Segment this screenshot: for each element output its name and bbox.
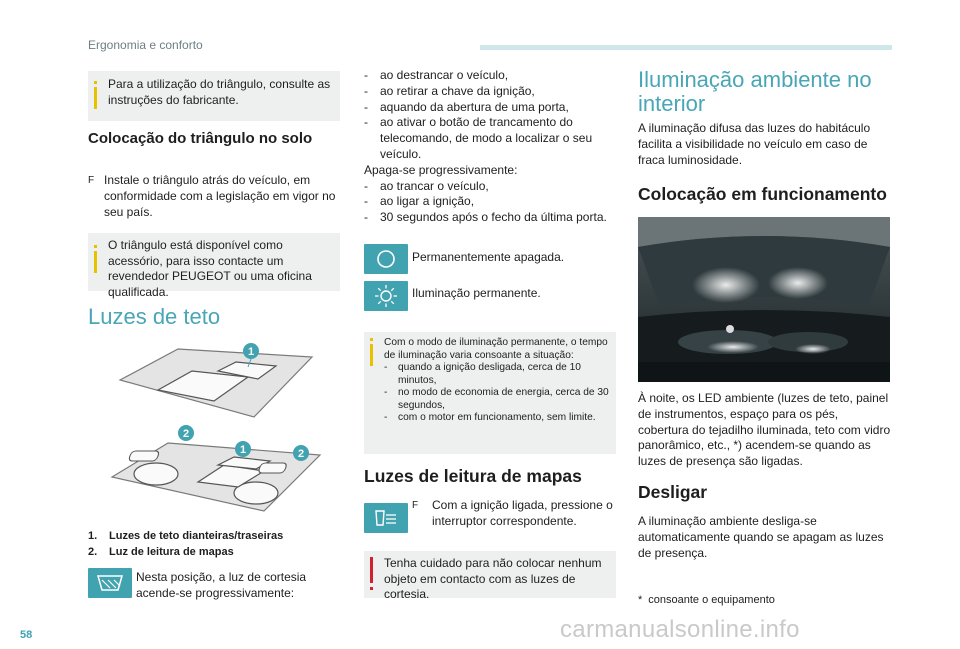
light-on-conditions (364, 68, 616, 226)
list-item: - ao trancar o veículo, (364, 178, 489, 193)
legend-text: Luz de leitura de mapas (109, 546, 234, 558)
map-light-left (134, 463, 178, 485)
watermark: carmanualsonline.info (560, 616, 800, 643)
warning-note (364, 551, 616, 601)
callout-2-right-label: 2 (297, 448, 305, 460)
bullet-marker: F (88, 175, 95, 186)
callout-2-left-label: 2 (182, 428, 190, 440)
ambient-intro: A iluminação difusa das luzes do habitáculo facilita a visibilidade no veículo em caso de fraca luminosidade. (638, 121, 871, 167)
warning-text: Tenha cuidado para não colocar nenhum objeto em contacto com as luzes de cortesia. (384, 556, 602, 601)
info-note-accessory (88, 233, 340, 299)
heading-switch-on: Colocação em funcionamento (638, 184, 887, 204)
warning-icon (370, 557, 373, 583)
info-icon (94, 87, 97, 109)
small-lamp-left (128, 451, 160, 461)
list-item: - ao destrancar o veículo, (364, 68, 509, 82)
off-intro: Apaga-se progressivamente: (364, 162, 518, 177)
footnote-mark: * (638, 594, 643, 606)
section-header: Ergonomia e conforto (88, 38, 203, 52)
callout-1-bottom-label: 1 (239, 444, 247, 456)
info-note-text: Para a utilização do triângulo, consulte as instruções do fabricante. (108, 77, 331, 107)
map-light-icon (364, 503, 408, 533)
page-number: 58 (20, 629, 33, 641)
list-item: - 30 segundos após o fecho da última porta. (364, 210, 607, 225)
section-title-ambient: Iluminação ambiente no interior (638, 67, 872, 116)
info-note-text: O triângulo está disponível como acessório, para isso contacte um revendedor PEUGEOT ou uma oficina qualificada. (108, 238, 312, 299)
footnote (638, 594, 775, 606)
bullet-text: Instale o triângulo atrás do veículo, em conformidade com a legislação em vigor no seu país. (104, 173, 336, 219)
info-icon (94, 251, 97, 273)
ambient-description: À noite, os LED ambiente (luzes de teto, painel de instrumentos, espaço para os pés, cobertura do tejadilho iluminada, teto com vidro panorâmico, etc., *) acendem-se quando as luzes de presença são ligadas. (638, 391, 891, 469)
note-intro: Com o modo de iluminação permanente, o tempo de iluminação varia consoante a situação: (384, 337, 608, 361)
heading-switch-off: Desligar (638, 482, 708, 502)
bullet-triangle (88, 173, 340, 220)
footnote-text: consoante o equipamento (648, 594, 775, 606)
light-on-icon (364, 281, 408, 311)
list-item: - com o motor em funcionamento, sem limite. (384, 412, 596, 423)
legend-num: 1. (88, 530, 98, 542)
legend-item-2 (88, 546, 234, 558)
list-item: - aquando da abertura de uma porta, (364, 99, 569, 114)
section-title-ceiling-lights: Luzes de teto (88, 304, 221, 329)
ceiling-lights-diagram (98, 335, 338, 525)
ambient-lighting-photo (638, 217, 890, 382)
list-item: - no modo de economia de energia, cerca de 30 segundos, (384, 387, 609, 411)
legend-text: Luzes de teto dianteiras/traseiras (109, 530, 284, 542)
bullet-map-lights (412, 498, 616, 530)
list-item: - quando a ignição desligada, cerca de 10 minutos, (384, 362, 581, 386)
heading-triangle-placement: Colocação do triângulo no solo (88, 130, 313, 147)
list-item: - ao ativar o botão de trancamento do telecomando, de modo a localizar o seu veículo. (364, 115, 593, 161)
info-note-triangle (88, 71, 340, 121)
legend-num: 2. (88, 546, 98, 558)
callout-1-top-label: 1 (247, 346, 255, 358)
info-note-permanent (364, 332, 616, 454)
heading-map-lights: Luzes de leitura de mapas (364, 466, 582, 486)
door-light-icon (88, 568, 132, 598)
door-light-text: Nesta posição, a luz de cortesia acende-se progressivamente: (136, 570, 307, 600)
header-bar (480, 45, 892, 50)
bullet-marker: F (412, 500, 419, 511)
light-off-icon (364, 244, 408, 274)
list-item: - ao ligar a ignição, (364, 194, 475, 209)
legend-item-1 (88, 530, 283, 542)
switch-off-text: A iluminação ambiente desliga-se automaticamente quando se apagam as luzes de presença. (638, 514, 884, 560)
mode-on-text: Iluminação permanente. (412, 286, 541, 300)
mode-off-text: Permanentemente apagada. (412, 250, 565, 264)
bullet-text: Com a ignição ligada, pressione o interruptor correspondente. (432, 498, 613, 528)
small-lamp-right (258, 463, 288, 473)
list-item: - ao retirar a chave da ignição, (364, 83, 535, 98)
info-icon (370, 344, 373, 366)
